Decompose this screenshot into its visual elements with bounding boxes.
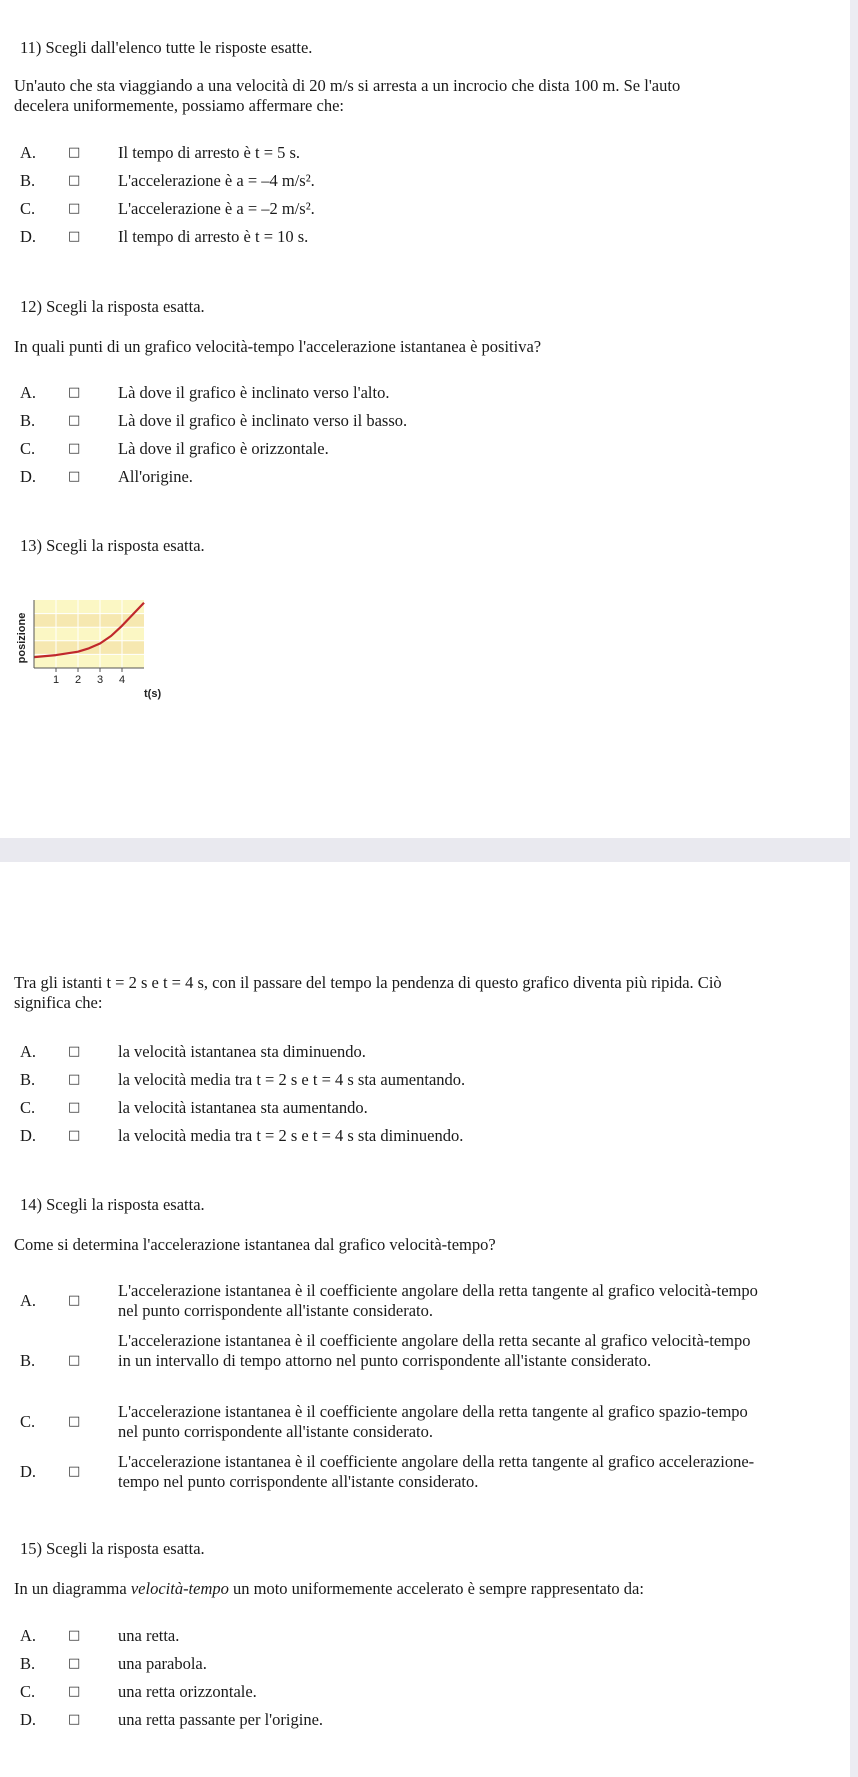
checkbox[interactable]: □ <box>68 201 81 216</box>
chart-background <box>34 600 144 668</box>
checkbox[interactable]: □ <box>68 1656 81 1671</box>
question-stem: In quali punti di un grafico velocità-tempo l'accelerazione istantanea è positiva? <box>14 337 542 356</box>
option-text: L'accelerazione istantanea è il coefficiente angolare della retta tangente al grafico accelerazione-tempo nel punto corrispondente all'istante considerato. <box>118 1452 755 1491</box>
x-tick-label: 3 <box>96 674 104 686</box>
question-title: 14) Scegli la risposta esatta. <box>20 1195 205 1214</box>
checkbox[interactable]: □ <box>68 1464 81 1479</box>
question-13-title: 13) Scegli la risposta esatta. <box>20 536 205 555</box>
option-letter: B. <box>20 1070 36 1089</box>
x-axis-label: t(s) <box>144 688 162 700</box>
option-letter: B. <box>20 171 36 190</box>
option-letter: C. <box>20 1682 36 1701</box>
checkbox[interactable]: □ <box>68 229 81 244</box>
stem-text: un moto uniformemente accelerato è sempre rappresentato da: <box>228 1579 644 1598</box>
checkbox[interactable]: □ <box>68 1353 81 1368</box>
checkbox[interactable]: □ <box>68 173 81 188</box>
question-title: 15) Scegli la risposta esatta. <box>20 1539 205 1558</box>
x-tick-label: 2 <box>74 674 82 686</box>
option-letter: C. <box>20 439 36 458</box>
checkbox[interactable]: □ <box>68 469 81 484</box>
option-letter: D. <box>20 1126 37 1145</box>
option-text: una retta orizzontale. <box>118 1682 257 1701</box>
option-text: Il tempo di arresto è t = 10 s. <box>118 227 309 246</box>
option-text: la velocità media tra t = 2 s e t = 4 s sta diminuendo. <box>118 1126 464 1145</box>
position-time-chart <box>14 596 174 706</box>
option-text: Il tempo di arresto è t = 5 s. <box>118 143 301 162</box>
checkbox[interactable]: □ <box>68 1128 81 1143</box>
option-text: L'accelerazione istantanea è il coefficiente angolare della retta tangente al grafico velocità-tempo nel punto corrispondente all'istante considerato. <box>118 1281 758 1320</box>
option-text: una retta. <box>118 1626 180 1645</box>
option-letter: D. <box>20 227 37 246</box>
option-text: L'accelerazione istantanea è il coefficiente angolare della retta tangente al grafico spazio-tempo nel punto corrispondente all'istante considerato. <box>118 1402 748 1441</box>
option-letter: C. <box>20 1098 36 1117</box>
option-letter: A. <box>20 1626 37 1645</box>
question-title: 11) Scegli dall'elenco tutte le risposte esatte. <box>20 38 313 57</box>
question-stem <box>14 1579 814 1599</box>
checkbox[interactable]: □ <box>68 1628 81 1643</box>
option-letter: B. <box>20 411 36 430</box>
option-text: Là dove il grafico è inclinato verso il basso. <box>118 411 408 430</box>
x-tick-label: 1 <box>52 674 60 686</box>
question-stem: Tra gli istanti t = 2 s e t = 4 s, con il passare del tempo la pendenza di questo grafico diventa più ripida. Ciò significa che: <box>14 973 722 1012</box>
checkbox[interactable]: □ <box>68 1684 81 1699</box>
option-text: una retta passante per l'origine. <box>118 1710 324 1729</box>
checkbox[interactable]: □ <box>68 1414 81 1429</box>
option-text: All'origine. <box>118 467 193 486</box>
checkbox[interactable]: □ <box>68 1100 81 1115</box>
y-axis-label: posizione <box>16 612 28 664</box>
option-text: L'accelerazione è a = –2 m/s². <box>118 199 315 218</box>
checkbox[interactable]: □ <box>68 441 81 456</box>
option-text: una parabola. <box>118 1654 207 1673</box>
option-letter: B. <box>20 1654 36 1673</box>
question-stem: Un'auto che sta viaggiando a una velocità di 20 m/s si arresta a un incrocio che dista 100 m. Se l'auto decelera uniformemente, possiamo affermare che: <box>14 76 681 115</box>
chart-background-band <box>34 627 144 641</box>
option-d[interactable] <box>0 1452 830 1492</box>
x-tick-label: 4 <box>118 674 126 686</box>
option-letter: D. <box>20 1462 37 1481</box>
checkbox[interactable]: □ <box>68 1293 81 1308</box>
option-text: L'accelerazione è a = –4 m/s². <box>118 171 315 190</box>
option-letter: A. <box>20 143 37 162</box>
question-stem: Come si determina l'accelerazione istantanea dal grafico velocità-tempo? <box>14 1235 496 1254</box>
option-text: L'accelerazione istantanea è il coefficiente angolare della retta secante al grafico velocità-tempo in un intervallo di tempo attorno nel punto corrispondente all'istante considerato. <box>118 1331 751 1370</box>
option-text: la velocità istantanea sta aumentando. <box>118 1098 368 1117</box>
option-letter: C. <box>20 1412 36 1431</box>
option-letter: C. <box>20 199 36 218</box>
stem-text: In un diagramma <box>14 1579 131 1598</box>
option-letter: D. <box>20 467 37 486</box>
option-letter: B. <box>20 1351 36 1370</box>
checkbox[interactable]: □ <box>68 1712 81 1727</box>
checkbox[interactable]: □ <box>68 413 81 428</box>
option-text: Là dove il grafico è orizzontale. <box>118 439 329 458</box>
page-1 <box>0 0 850 838</box>
stem-italic-text: velocità-tempo <box>130 1579 229 1598</box>
option-letter: A. <box>20 1042 37 1061</box>
chart-background-band <box>34 600 144 614</box>
question-title: 12) Scegli la risposta esatta. <box>20 297 205 316</box>
checkbox[interactable]: □ <box>68 1072 81 1087</box>
option-a[interactable] <box>0 1281 830 1321</box>
chart-tick-labels <box>53 668 125 686</box>
option-letter: D. <box>20 1710 37 1729</box>
option-letter: A. <box>20 383 37 402</box>
option-letter: A. <box>20 1291 37 1310</box>
page-edge <box>850 0 858 1777</box>
page-2 <box>0 862 850 1777</box>
option-c[interactable] <box>0 1402 830 1442</box>
option-text: la velocità istantanea sta diminuendo. <box>118 1042 366 1061</box>
option-text: la velocità media tra t = 2 s e t = 4 s sta aumentando. <box>118 1070 466 1089</box>
checkbox[interactable]: □ <box>68 145 81 160</box>
checkbox[interactable]: □ <box>68 1044 81 1059</box>
option-text: Là dove il grafico è inclinato verso l'alto. <box>118 383 390 402</box>
option-b[interactable] <box>0 1331 830 1391</box>
checkbox[interactable]: □ <box>68 385 81 400</box>
